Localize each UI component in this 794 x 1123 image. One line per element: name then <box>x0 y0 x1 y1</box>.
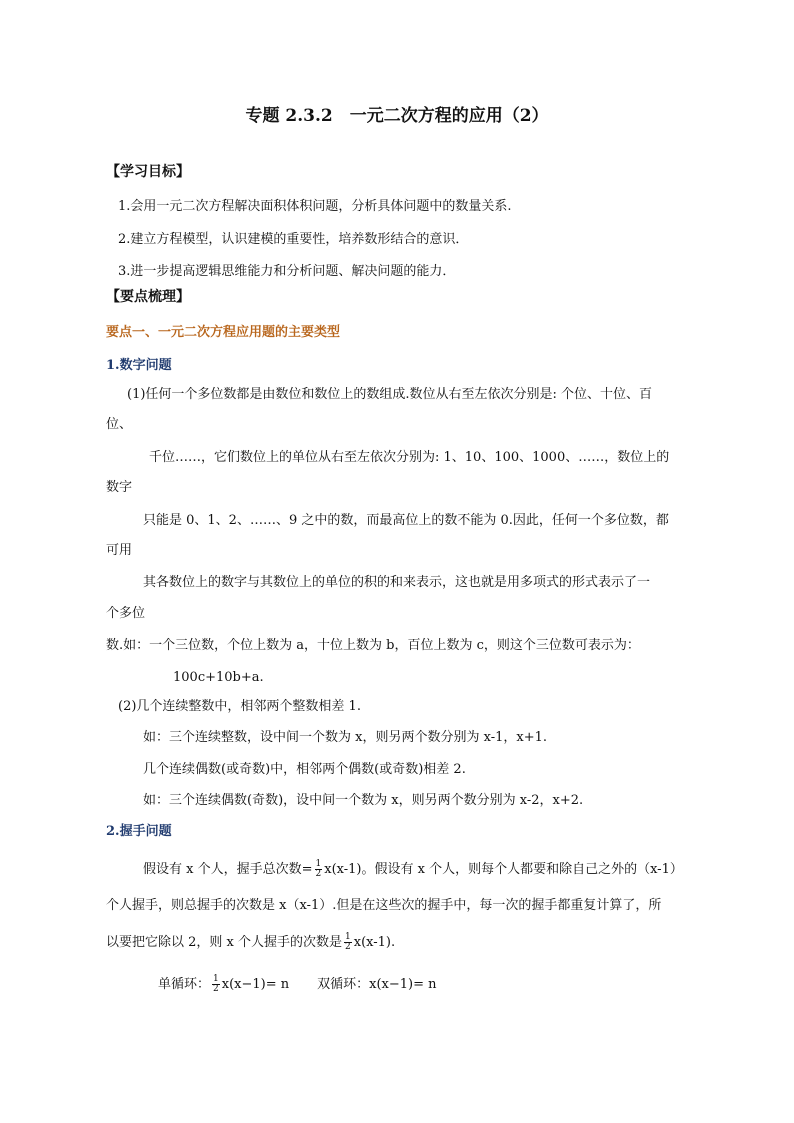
fraction-denominator: 2 <box>315 869 322 879</box>
key-point-1-heading: 要点一、一元二次方程应用题的主要类型 <box>106 325 341 340</box>
fraction-numerator: 1 <box>345 932 351 942</box>
paragraph-line: 几个连续偶数(或奇数)中，相邻两个偶数(或奇数)相差 2. <box>143 762 466 777</box>
paragraph-line <box>106 933 395 952</box>
goal-item-3: 3.进一步提高逻辑思维能力和分析问题、解决问题的能力． <box>118 264 456 279</box>
paragraph-line: 只能是 0、1、2、……、9 之中的数，而最高位上的数不能为 0.因此，任何一个多位数，都 <box>143 513 669 528</box>
page-title: 专题 2.3.2 一元二次方程的应用（2） <box>245 106 549 126</box>
handshake-problem-heading: 2.握手问题 <box>106 824 172 839</box>
paragraph-line: 位、 <box>106 417 133 432</box>
fraction-denominator: 2 <box>345 942 351 952</box>
fraction-one-half <box>212 975 220 994</box>
double-loop-expr: x(x−1)= n <box>369 977 437 992</box>
paragraph-line: (2)几个连续整数中，相邻两个整数相差 1. <box>118 699 361 714</box>
formula-line: 100c+10b+a. <box>173 670 264 685</box>
paragraph-line: 千位……，它们数位上的单位从右至左依次分别为: 1、10、100、1000、……，数位上的 <box>149 450 670 465</box>
text-span: x(x-1)。假设有 x 个人，则每个人都要和除自己之外的（x-1） <box>324 862 683 877</box>
paragraph-line: 如：三个连续偶数(奇数)，设中间一个数为 x，则另两个数分别为 x-2，x+2. <box>143 793 584 808</box>
goal-item-1: 1.会用一元二次方程解决面积体积问题，分析具体问题中的数量关系. <box>118 199 512 214</box>
number-problem-heading: 1.数字问题 <box>106 358 172 373</box>
fraction-numerator: 1 <box>213 974 219 984</box>
single-loop-expr: x(x−1)= n <box>221 977 290 992</box>
double-loop-label: 双循环： <box>317 977 370 992</box>
paragraph-line: (1)任何一个多位数都是由数位和数位上的数组成.数位从右至左依次分别是: 个位、十位、百 <box>127 387 653 402</box>
paragraph-line: 数字 <box>106 480 133 495</box>
paragraph-line: 如：三个连续整数，设中间一个数为 x，则另两个数分别为 x-1，x+1. <box>143 730 547 745</box>
fraction-one-half <box>315 860 323 879</box>
text-span: 以要把它除以 2，则 x 个人握手的次数是 <box>106 935 342 950</box>
paragraph-line: 个人握手，则总握手的次数是 x（x-1）.但是在这些次的握手中，每一次的握手都重复计算了，所 <box>106 898 662 913</box>
fraction-denominator: 2 <box>213 984 219 994</box>
goals-heading: 【学习目标】 <box>106 164 190 180</box>
paragraph-line: 其各数位上的数字与其数位上的单位的积的和来表示，这也就是用多项式的形式表示了一 <box>143 575 651 590</box>
paragraph-line: 数.如：一个三位数，个位上数为 a，十位上数为 b，百位上数为 c，则这个三位数可表示为： <box>106 638 640 653</box>
paragraph-line: 个多位 <box>106 606 146 621</box>
text-span: x(x-1). <box>353 935 396 950</box>
paragraph-line: 可用 <box>106 543 133 558</box>
loop-formulas-line <box>158 975 437 994</box>
paragraph-line <box>143 860 683 879</box>
points-heading: 【要点梳理】 <box>106 289 190 305</box>
single-loop-label: 单循环： <box>158 977 211 992</box>
text-span: 假设有 x 个人，握手总次数= <box>143 862 313 877</box>
goal-item-2: 2.建立方程模型，认识建模的重要性，培养数形结合的意识． <box>118 232 469 247</box>
fraction-one-half <box>344 933 352 952</box>
fraction-numerator: 1 <box>315 859 322 869</box>
